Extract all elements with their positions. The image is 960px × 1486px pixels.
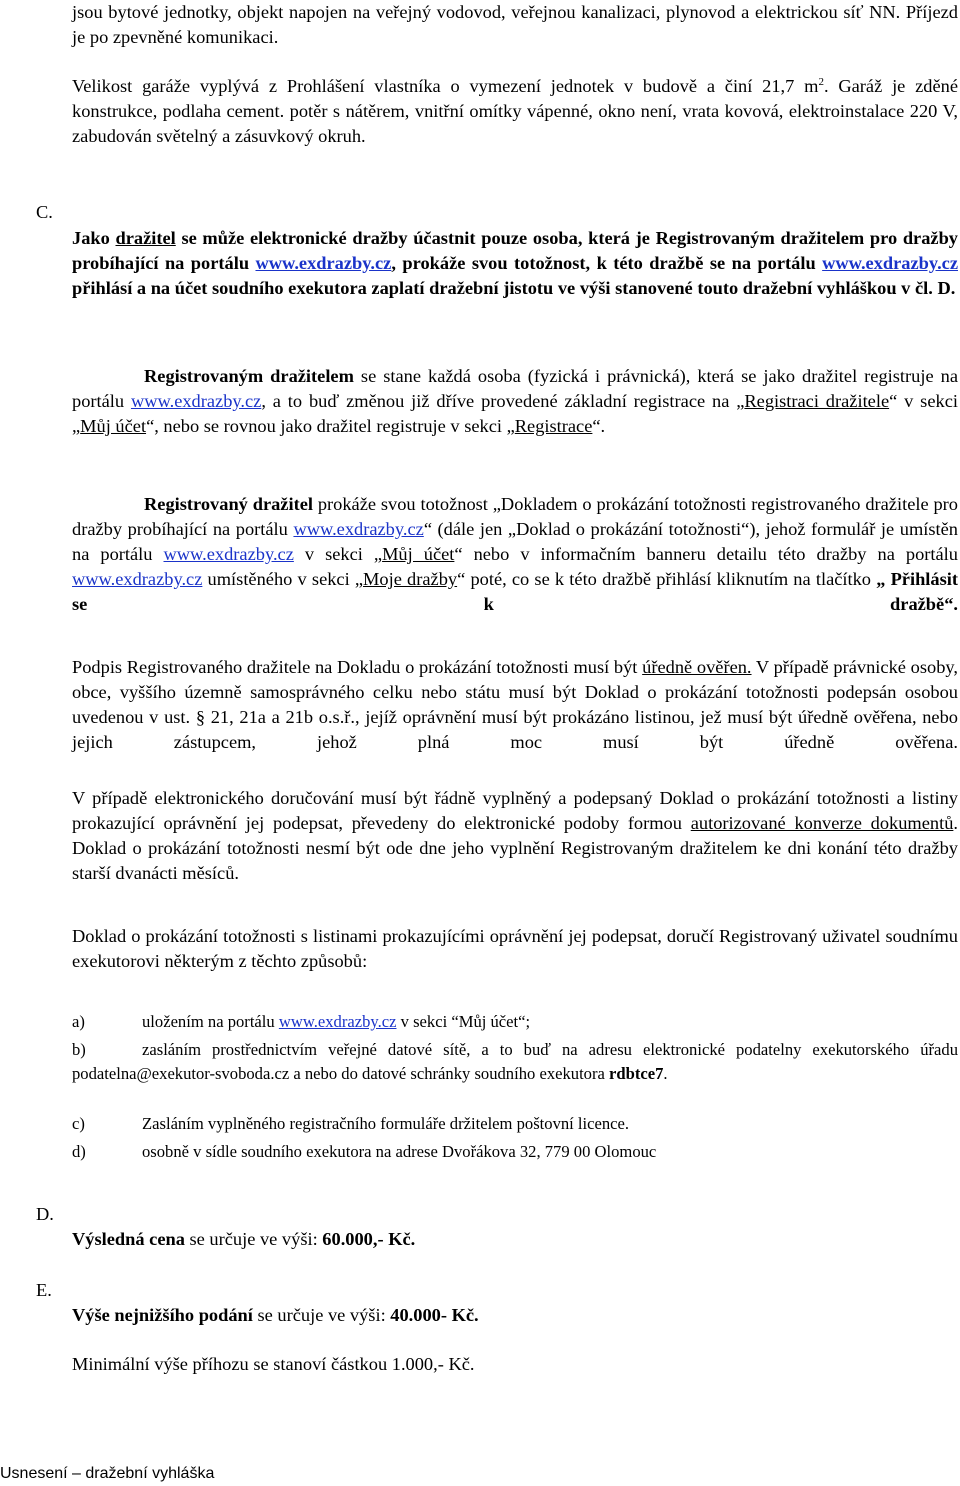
intro-paragraph-2: Velikost garáže vyplývá z Prohlášení vlastníka o vymezení jednotek v budově a činí 21,7 $m^2$. Garáž je zděné konstrukce, podlaha cement. potěr s nátěrem, vnitřní omítky vápenné, okno není, vrata kovová, elektroinstalace 220 V, zabudován světelný a zásuvkový okruh. (72, 75, 959, 146)
exdrazby-link[interactable]: www.exdrazby.cz (130, 391, 262, 411)
intro-text-1: jsou bytové jednotky, objekt napojen na veřejný vodovod, veřejnou kanalizaci, plynovod a (72, 2, 750, 22)
section-e-paragraph-2: Minimální výše příhozu se stanoví částkou 1.000,- Kč. (72, 1354, 475, 1374)
exdrazby-link[interactable]: www.exdrazby.cz (822, 253, 958, 273)
section-e-marker: E. (36, 1280, 52, 1300)
exdrazby-link[interactable]: www.exdrazby.cz (72, 569, 203, 589)
drazitel-term: dražitel (115, 228, 176, 248)
section-c-marker: C. (36, 202, 53, 222)
exdrazby-link[interactable]: www.exdrazby.cz (278, 1012, 397, 1031)
intro-paragraph-1 (72, 0, 958, 50)
list-item: b) zasláním prostřednictvím veřejné datové sítě, a to buď na adresu elektronické podatelny exekutorského úřadu podatelna@exekutor-svoboda.cz a nebo do datové schránky soudního exekutora rdbtce7. (72, 1040, 958, 1083)
section-c-paragraph-3: Registrovaný dražitel prokáže svou totožnost „Dokladem o prokázání totožnosti registrovaného dražitele pro dražby probíhající na portálu www.exdrazby.cz“ (dále jen „Doklad o prokázání totožnosti“), jehož formulář je umístěn na portálu www.exdrazby.cz v sekci „Můj účet“ nebo v informačním banneru detailu této dražby na portálu www.exdrazby.cz umístěného v sekci „Moje dražby“ poté, co se k této dražbě přihlásí kliknutím na tlačítko „ Přihlásit se k dražbě“. (72, 494, 958, 614)
intro-text-2: elektrickou síť NN. Příjezd je po zpevněné komunikaci. (72, 2, 958, 47)
section-c-paragraph-6: Doklad o prokázání totožnosti s listinami prokazujícími oprávnění jej podepsat, doručí Registrovaný uživatel soudnímu exekutorovi některým z těchto způsobů: (72, 926, 958, 971)
exdrazby-link[interactable]: www.exdrazby.cz (293, 519, 424, 539)
prihlasit-se-button-text: „ Přihlásit se k dražbě“. (72, 569, 958, 614)
section-d-paragraph: Výsledná cena se určuje ve výši: 60.000,- Kč. (72, 1229, 416, 1249)
exdrazby-link[interactable]: www.exdrazby.cz (163, 544, 294, 564)
section-c-paragraph-5: V případě elektronického doručování musí být řádně vyplněný a podepsaný Doklad o prokázání totožnosti a listiny prokazující oprávnění jej podepsat, převedeny do elektronické podoby formou autorizované konverze dokumentů. Doklad o prokázání totožnosti nesmí být ode dne jeho vyplnění Registrovaným dražitelem ke dni konání této dražby starší dvanácti měsíců. (72, 788, 958, 883)
section-c-paragraph-1: Jako dražitel se může elektronické dražby účastnit pouze osoba, která je Registrovaným dražitelem pro dražby probíhající na portálu www.exdrazby.cz, prokáže svou totožnost, k této dražbě se na portálu www.exdrazby.cz přihlásí a na účet soudního exekutora zaplatí dražební jistotu ve výši stanovené touto dražební vyhláškou v čl. D. (72, 228, 958, 298)
section-c-paragraph-4: Podpis Registrovaného dražitele na Dokladu o prokázání totožnosti musí být úředně ověřen. V případě právnické osoby, obce, vyššího územně samosprávného celku nebo státu musí být Doklad o prokázání totožnosti podepsán osobou uvedenou v ust. § 21, 21a a 21b o.s.ř., jejíž oprávnění musí být prokázáno listinou, jež musí být úředně ověřena, nebo jejich zástupcem, jehož plná moc musí být úředně ověřena. (72, 657, 958, 752)
section-d-marker: D. (36, 1204, 54, 1224)
exdrazby-link[interactable]: www.exdrazby.cz (255, 253, 392, 273)
section-c-paragraph-2: Registrovaným dražitelem se stane každá osoba (fyzická i právnická), která se jako dražitel registruje na portálu www.exdrazby.cz, a to buď změnou již dříve provedené základní registrace na „Registraci dražitele“ v sekci „Můj účet“, nebo se rovnou jako dražitel registruje v sekci „Registrace“. (72, 366, 958, 436)
page-footer: Usnesení – dražební vyhláška (0, 1465, 215, 1482)
section-e-paragraph: Výše nejnižšího podání se určuje ve výši: 40.000- Kč. (72, 1305, 479, 1325)
